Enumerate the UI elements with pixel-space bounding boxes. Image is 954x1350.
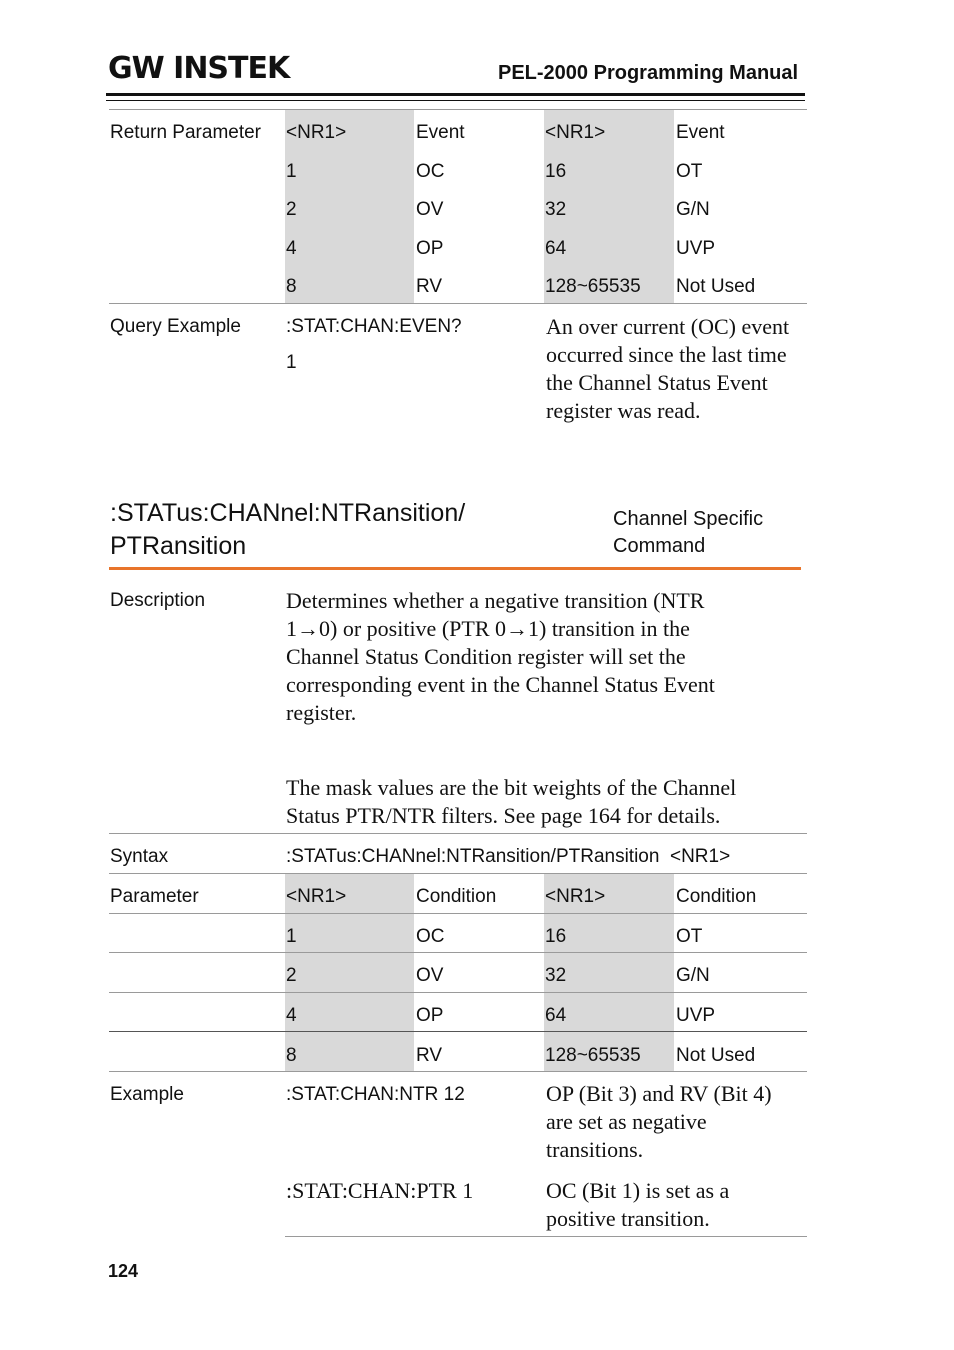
description-paragraph <box>286 774 804 830</box>
table-cell: 128~65535 <box>545 276 641 297</box>
section-title-line: PTRansition <box>110 532 247 560</box>
divider <box>109 992 807 993</box>
brand-logo: GW INSTEK <box>108 51 290 86</box>
row-label-query-example: Query Example <box>110 316 241 337</box>
page-number: 124 <box>108 1261 139 1281</box>
section-title <box>110 497 465 563</box>
header-rule <box>106 93 805 96</box>
table-cell: 64 <box>545 238 567 259</box>
table-header: <NR1> <box>286 886 347 907</box>
divider <box>109 109 807 110</box>
table-cell: OT <box>676 926 703 947</box>
description-paragraph <box>286 587 804 727</box>
divider <box>109 303 807 304</box>
query-response: 1 <box>286 352 297 373</box>
text-line: 1→0) or positive (PTR 0→1) transition in the <box>286 616 690 641</box>
divider <box>109 1071 807 1072</box>
table-cell: 16 <box>545 926 567 947</box>
command-type <box>613 506 763 560</box>
table-cell: OC <box>416 161 445 182</box>
text-line: corresponding event in the Channel Status Event <box>286 672 715 697</box>
divider <box>109 952 807 953</box>
divider <box>109 913 807 914</box>
example-description: OP (Bit 3) and RV (Bit 4) are set as negative transitions. <box>546 1081 772 1162</box>
table-header: <NR1> <box>545 122 606 143</box>
table-cell: RV <box>416 276 443 297</box>
table-cell: 1 <box>286 161 297 182</box>
table-cell: G/N <box>676 199 710 220</box>
table-cell: 64 <box>545 1005 567 1026</box>
table-cell: G/N <box>676 965 710 986</box>
row-label-description: Description <box>110 590 206 611</box>
divider <box>285 1236 807 1237</box>
table-cell: 8 <box>286 276 297 297</box>
table-cell: 128~65535 <box>545 1045 641 1066</box>
header-rule-thin <box>106 100 805 101</box>
table-cell: 2 <box>286 199 297 220</box>
table-cell: Not Used <box>676 276 756 297</box>
example-command: :STAT:CHAN:NTR 12 <box>286 1084 465 1105</box>
example-command: :STAT:CHAN:PTR 1 <box>286 1178 474 1203</box>
table-header: Event <box>676 122 725 143</box>
table-header: <NR1> <box>286 122 347 143</box>
table-cell: OV <box>416 965 444 986</box>
example-description: OC (Bit 1) is set as a positive transition. <box>546 1178 730 1231</box>
table-header: Event <box>416 122 465 143</box>
table-header: Condition <box>676 886 757 907</box>
table-cell: OC <box>416 926 445 947</box>
syntax-text: :STATus:CHANnel:NTRansition/PTRansition <NR1> <box>286 846 731 867</box>
row-label-return-parameter: Return Parameter <box>110 122 262 143</box>
table-cell: Not Used <box>676 1045 756 1066</box>
table-cell: UVP <box>676 1005 716 1026</box>
table-cell: 2 <box>286 965 297 986</box>
command-type-line: Channel Specific <box>613 508 764 530</box>
row-label-syntax: Syntax <box>110 846 169 867</box>
table-header: Condition <box>416 886 497 907</box>
divider <box>109 833 807 834</box>
section-title-line: :STATus:CHANnel:NTRansition/ <box>110 499 466 527</box>
table-cell: OV <box>416 199 444 220</box>
table-cell: 8 <box>286 1045 297 1066</box>
command-type-line: Command <box>613 535 706 557</box>
divider <box>109 1031 807 1032</box>
text-line: Channel Status Condition register will set the <box>286 644 686 669</box>
query-command: :STAT:CHAN:EVEN? <box>286 316 462 337</box>
text-line: The mask values are the bit weights of the Channel <box>286 775 737 800</box>
table-cell: 4 <box>286 238 297 259</box>
text-line: Status PTR/NTR filters. See page 164 for details. <box>286 803 721 828</box>
text-line: Determines whether a negative transition (NTR <box>286 588 705 613</box>
table-cell: OP <box>416 238 444 259</box>
row-label-parameter: Parameter <box>110 886 199 907</box>
section-underline <box>109 567 801 570</box>
text-line: register. <box>286 700 357 725</box>
manual-title: PEL-2000 Programming Manual <box>498 62 799 84</box>
table-cell: 32 <box>545 199 567 220</box>
table-cell: 1 <box>286 926 297 947</box>
table-cell: 32 <box>545 965 567 986</box>
table-cell: OT <box>676 161 703 182</box>
query-description: An over current (OC) event occurred since the last time the Channel Status Event register was read. <box>546 314 790 423</box>
table-cell: RV <box>416 1045 443 1066</box>
table-cell: 4 <box>286 1005 297 1026</box>
table-cell: UVP <box>676 238 716 259</box>
table-header: <NR1> <box>545 886 606 907</box>
divider <box>109 873 807 874</box>
row-label-example: Example <box>110 1084 184 1105</box>
table-cell: OP <box>416 1005 444 1026</box>
table-cell: 16 <box>545 161 567 182</box>
